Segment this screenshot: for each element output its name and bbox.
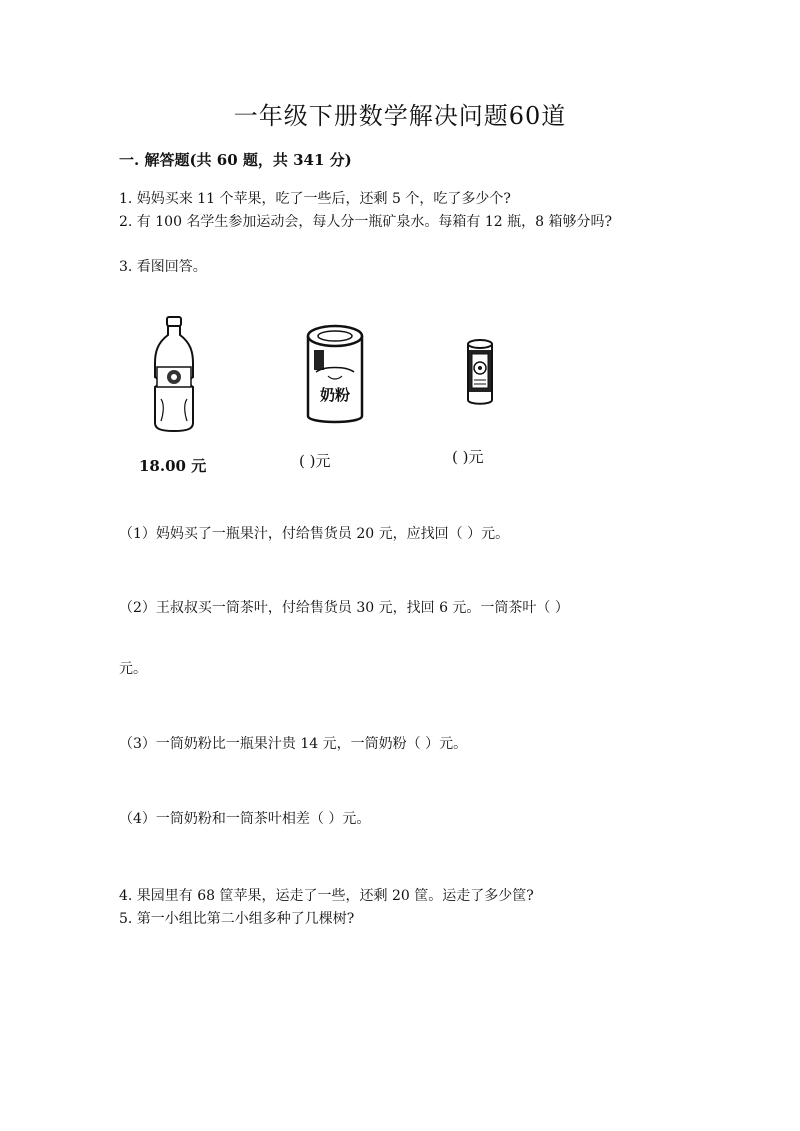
- question-3: 3. 看图回答。: [119, 259, 207, 275]
- section-heading: 一. 解答题(共 60 题，共 341 分): [119, 151, 352, 169]
- question-3-2: （2）王叔叔买一筒茶叶，付给售货员 30 元，找回 6 元。一筒茶叶（ ）: [119, 600, 569, 616]
- can-label: 奶粉: [319, 386, 351, 404]
- question-5: 5. 第一小组比第二小组多种了几棵树?: [119, 911, 355, 927]
- tea-canister-icon: [465, 338, 495, 408]
- question-1: 1. 妈妈买来 11 个苹果，吃了一些后，还剩 5 个，吃了多少个?: [119, 191, 511, 207]
- question-4: 4. 果园里有 68 筐苹果，运走了一些，还剩 20 筐。运走了多少筐?: [119, 888, 534, 904]
- page-title: 一年级下册数学解决问题60道: [233, 102, 567, 130]
- price-figure: [119, 300, 579, 480]
- milk-powder-price: ( )元: [299, 452, 331, 470]
- question-2: 2. 有 100 名学生参加运动会，每人分一瓶矿泉水。每箱有 12 瓶，8 箱够分吗?: [119, 214, 613, 230]
- juice-price: 18.00 元: [139, 457, 207, 475]
- question-3-4: （4）一筒奶粉和一筒茶叶相差（ ）元。: [119, 811, 371, 827]
- question-3-1: （1）妈妈买了一瓶果汁，付给售货员 20 元，应找回（ ）元。: [119, 526, 510, 542]
- juice-bottle-icon: [149, 315, 199, 435]
- milk-powder-can-icon: [304, 322, 366, 430]
- question-3-2-continued: 元。: [119, 661, 147, 677]
- tea-price: ( )元: [452, 448, 484, 466]
- question-3-3: （3）一筒奶粉比一瓶果汁贵 14 元，一筒奶粉（ ）元。: [119, 736, 468, 752]
